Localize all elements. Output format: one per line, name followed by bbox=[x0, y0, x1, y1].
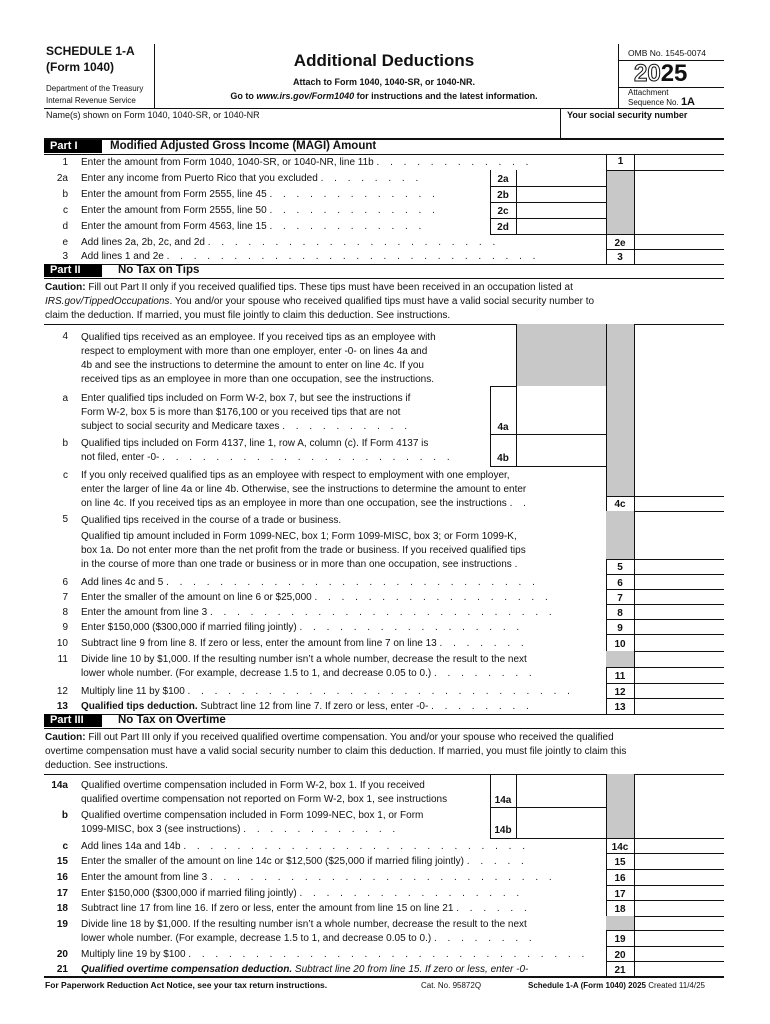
line-20-text: Multiply line 19 by $100 . . . . . . . . . . . . . . . . . . . . . . . . . . . . . . bbox=[81, 949, 589, 960]
box-5: 5 bbox=[617, 562, 623, 573]
part2-title: No Tax on Tips bbox=[118, 264, 200, 276]
schedule-name: SCHEDULE 1-A bbox=[46, 44, 135, 58]
names-label: Name(s) shown on Form 1040, 1040-SR, or 1040-NR bbox=[46, 110, 260, 120]
line-14c-amount[interactable] bbox=[635, 838, 724, 853]
line-4a-amount[interactable] bbox=[517, 386, 606, 434]
line-13-amount[interactable] bbox=[635, 698, 724, 714]
part3-title: No Tax on Overtime bbox=[118, 714, 226, 726]
line-14a-text-2: qualified overtime compensation not reported on Form W-2, box 1, see instructions bbox=[81, 794, 448, 805]
line-21-text: Qualified overtime compensation deduction. Subtract line 20 from line 15. If zero or less, enter -0- bbox=[81, 964, 529, 975]
line-12-text: Multiply line 11 by $100 . . . . . . . . . . . . . . . . . . . . . . . . . . . . . bbox=[81, 686, 574, 697]
line-number: 5 bbox=[62, 514, 68, 525]
line-15-amount[interactable] bbox=[635, 853, 724, 869]
box-3: 3 bbox=[617, 252, 623, 263]
box-7: 7 bbox=[617, 593, 623, 604]
box-1: 1 bbox=[606, 155, 634, 170]
line-2c-text: Enter the amount from Form 2555, line 50 . . . . . . . . . . . . . bbox=[81, 205, 439, 216]
line-number: 7 bbox=[62, 592, 68, 603]
line-11-text-1: Divide line 10 by $1,000. If the resulting number isn’t a whole number, decrease the result to the next bbox=[81, 654, 527, 665]
line-16-amount[interactable] bbox=[635, 869, 724, 885]
part2-tag: Part II bbox=[44, 264, 102, 277]
box-4a: 4a bbox=[497, 422, 509, 433]
line-number: 1 bbox=[62, 157, 68, 168]
line-1-amount[interactable] bbox=[634, 154, 724, 170]
line-4b-text-1: Qualified tips included on Form 4137, line 1, row A, column (c). If Form 4137 is bbox=[81, 438, 429, 449]
part3-caution-1: Caution: Fill out Part III only if you received qualified overtime compensation. You and/or your spouse who received the qualified bbox=[45, 732, 614, 743]
line-14b-text-2: 1099-MISC, box 3 (see instructions) . . . . . . . . . . . . bbox=[81, 824, 400, 835]
box-4c: 4c bbox=[614, 499, 626, 510]
omb-number: OMB No. 1545-0074 bbox=[628, 48, 706, 58]
line-number: b bbox=[62, 438, 68, 449]
box-14a: 14a bbox=[494, 795, 512, 806]
line-4a-text-1: Enter qualified tips included on Form W-2, box 7, but see the instructions if bbox=[81, 393, 411, 404]
line-4c-amount[interactable] bbox=[635, 496, 724, 511]
part2-caution-1: Caution: Fill out Part II only if you received qualified tips. These tips must have been received in an occupation listed at bbox=[45, 282, 573, 293]
line-20-amount[interactable] bbox=[635, 946, 724, 961]
line-number: 16 bbox=[56, 872, 68, 883]
name-field[interactable] bbox=[46, 122, 556, 136]
line-14a-amount[interactable] bbox=[517, 774, 606, 807]
line-19-text-1: Divide line 18 by $1,000. If the resulting number isn’t a whole number, decrease the result to the next bbox=[81, 919, 527, 930]
line-17-text: Enter $150,000 ($300,000 if married filing jointly) . . . . . . . . . . . . . . . . . bbox=[81, 888, 524, 899]
part1-title: Modified Adjusted Gross Income (MAGI) Amount bbox=[110, 140, 377, 152]
line-number: 14a bbox=[51, 780, 68, 791]
line-2b-text: Enter the amount from Form 2555, line 45 . . . . . . . . . . . . . bbox=[81, 189, 439, 200]
line-14b-text-1: Qualified overtime compensation included in Form 1099-NEC, box 1, or Form bbox=[81, 810, 424, 821]
line-number: 18 bbox=[56, 903, 68, 914]
line-number: 17 bbox=[56, 888, 68, 899]
line-4c-text-3: on line 4c. If you received tips as an employee in more than one occupation, see the instructions . . bbox=[81, 498, 530, 509]
line-number: 21 bbox=[56, 964, 68, 975]
box-4b: 4b bbox=[497, 453, 509, 464]
line-14b-amount[interactable] bbox=[517, 807, 606, 838]
line-number: 12 bbox=[56, 686, 68, 697]
box-2e: 2e bbox=[614, 238, 626, 249]
line-18-text: Subtract line 17 from line 16. If zero or less, enter the amount from line 15 on line 21 . . . . . . bbox=[81, 903, 531, 914]
line-number: e bbox=[62, 237, 68, 248]
box-9: 9 bbox=[617, 623, 623, 634]
line-number: 8 bbox=[62, 607, 68, 618]
form-number: (Form 1040) bbox=[46, 60, 115, 74]
line-4a-text-3: subject to social security and Medicare taxes . . . . . . . . . . bbox=[81, 421, 412, 432]
line-number: 20 bbox=[56, 949, 68, 960]
line-11-text-2: lower whole number. (For example, decrease 1.5 to 1, and decrease 0.05 to 0.) . . . . . . . . bbox=[81, 668, 536, 679]
line-4-text-2: respect to employment with more than one employer, enter -0- on lines 4a and bbox=[81, 346, 428, 357]
box-17: 17 bbox=[614, 889, 626, 900]
line-12-amount[interactable] bbox=[635, 683, 724, 698]
line-number: 6 bbox=[62, 577, 68, 588]
line-4b-text-2: not filed, enter -0- . . . . . . . . . . . . . . . . . . . . . . bbox=[81, 452, 454, 463]
line-16-text: Enter the amount from line 3 . . . . . . . . . . . . . . . . . . . . . . . . . . bbox=[81, 872, 556, 883]
line-number: c bbox=[63, 470, 68, 481]
box-20: 20 bbox=[614, 950, 626, 961]
line-3-text: Add lines 1 and 2e . . . . . . . . . . . . . . . . . . . . . . . . . . . . bbox=[81, 251, 540, 262]
line-18-amount[interactable] bbox=[635, 900, 724, 916]
box-2a: 2a bbox=[497, 174, 509, 185]
box-19: 19 bbox=[614, 934, 626, 945]
line-5-heading: Qualified tips received in the course of a trade or business. bbox=[81, 515, 342, 526]
line-10-text: Subtract line 9 from line 8. If zero or less, enter the amount from line 7 on line 13 . . . . . . . bbox=[81, 638, 528, 649]
footer-cat-number: Cat. No. 95872Q bbox=[421, 981, 482, 990]
line-number: c bbox=[62, 841, 68, 852]
box-2c: 2c bbox=[497, 206, 509, 217]
dept-irs: Internal Revenue Service bbox=[46, 96, 136, 105]
line-4b-amount[interactable] bbox=[517, 434, 606, 466]
attach-instruction: Attach to Form 1040, 1040-SR, or 1040-NR. bbox=[292, 77, 476, 87]
line-number: 13 bbox=[56, 701, 68, 712]
line-number: c bbox=[63, 205, 68, 216]
line-9-text: Enter $150,000 ($300,000 if married filing jointly) . . . . . . . . . . . . . . . . . bbox=[81, 622, 524, 633]
line-2d-amount[interactable] bbox=[516, 218, 606, 234]
line-number: 19 bbox=[56, 919, 68, 930]
line-number: 10 bbox=[56, 638, 68, 649]
part3-caution-3: deduction. See instructions. bbox=[45, 760, 168, 771]
line-4-text-1: Qualified tips received as an employee. If you received tips as an employee with bbox=[81, 332, 436, 343]
line-4c-text-2: enter the larger of line 4a or line 4b. Otherwise, see the instructions to determine the amount to enter bbox=[81, 484, 527, 495]
line-14c-text: Add lines 14a and 14b . . . . . . . . . . . . . . . . . . . . . . . . . . bbox=[81, 841, 530, 852]
line-1-text: Enter the amount from Form 1040, 1040-SR, or 1040-NR, line 11b . . . . . . . . . . . . bbox=[81, 157, 533, 168]
goto-instruction: Go to www.irs.gov/Form1040 for instructions and the latest information. bbox=[230, 91, 538, 101]
line-8-text: Enter the amount from line 3 . . . . . . . . . . . . . . . . . . . . . . . . . . bbox=[81, 607, 556, 618]
box-18: 18 bbox=[614, 904, 626, 915]
tax-year: 2025 bbox=[634, 60, 688, 87]
line-4-text-3: 4b and see the instructions to determine the amount to enter on line 4c. If you bbox=[81, 360, 424, 371]
line-9-amount[interactable] bbox=[635, 619, 724, 634]
line-5-text-2: box 1a. Do not enter more than the net profit from the trade or business. If you received qualified tips bbox=[81, 545, 526, 556]
line-2a-text: Enter any income from Puerto Rico that you excluded . . . . . . . . bbox=[81, 173, 423, 184]
line-2c-amount[interactable] bbox=[516, 202, 606, 218]
box-15: 15 bbox=[614, 857, 626, 868]
line-4c-text-1: If you only received qualified tips as an employee with respect to employment with one employer, bbox=[81, 470, 510, 481]
line-2e-amount[interactable] bbox=[635, 234, 724, 249]
box-13: 13 bbox=[614, 702, 626, 713]
box-14c: 14c bbox=[611, 842, 629, 853]
footer-schedule: Schedule 1-A (Form 1040) 2025 Created 11/4/25 bbox=[528, 981, 705, 990]
line-3-amount[interactable] bbox=[635, 249, 724, 264]
line-8-amount[interactable] bbox=[635, 604, 724, 619]
dept-treasury: Department of the Treasury bbox=[46, 84, 144, 93]
box-14b: 14b bbox=[494, 825, 512, 836]
line-number: 2a bbox=[56, 173, 68, 184]
box-10: 10 bbox=[614, 639, 626, 650]
box-16: 16 bbox=[614, 873, 626, 884]
line-2e-text: Add lines 2a, 2b, 2c, and 2d . . . . . . . . . . . . . . . . . . . . . . bbox=[81, 237, 500, 248]
part2-caution-2: IRS.gov/TippedOccupations. You and/or your spouse who received qualified tips must have a valid social security number to bbox=[45, 296, 595, 307]
line-number: 15 bbox=[56, 856, 68, 867]
line-number: d bbox=[62, 221, 68, 232]
line-5-text-1: Qualified tip amount included in Form 1099-NEC, box 1; Form 1099-MISC, box 3; or Form 1099-K, bbox=[81, 531, 517, 542]
ssn-field[interactable] bbox=[564, 122, 722, 136]
attachment-label: Attachment bbox=[628, 88, 669, 97]
line-2d-text: Enter the amount from Form 4563, line 15 . . . . . . . . . . . . bbox=[81, 221, 426, 232]
part3-caution-2: overtime compensation must have a valid social security number to claim this deduction. If married, you must file jointly to claim this bbox=[45, 746, 627, 757]
line-number: 11 bbox=[57, 654, 68, 665]
line-6-amount[interactable] bbox=[635, 574, 724, 589]
line-11-amount[interactable] bbox=[635, 667, 724, 683]
line-4-text-4: received tips as an employee in more than one occupation, see the instructions. bbox=[81, 374, 434, 385]
line-2b-amount[interactable] bbox=[516, 186, 606, 202]
line-number: b bbox=[62, 189, 68, 200]
line-number: b bbox=[61, 810, 68, 821]
line-5-text-3: in the course of more than one trade or business or in more than one occupation, see instructions . bbox=[81, 559, 522, 570]
form-title: Additional Deductions bbox=[293, 51, 475, 70]
line-19-amount[interactable] bbox=[635, 930, 724, 946]
box-21: 21 bbox=[614, 965, 626, 976]
part3-tag: Part III bbox=[44, 714, 102, 727]
line-number: 4 bbox=[62, 331, 68, 342]
sequence-label: Sequence No. 1A bbox=[628, 96, 695, 108]
line-number: a bbox=[62, 393, 68, 404]
line-17-amount[interactable] bbox=[635, 885, 724, 900]
line-4a-text-2: Form W-2, box 5 is more than $176,100 or you received tips that are not bbox=[81, 407, 401, 418]
line-number: 3 bbox=[62, 251, 68, 262]
ssn-label: Your social security number bbox=[567, 110, 688, 120]
box-2d: 2d bbox=[497, 222, 509, 233]
box-8: 8 bbox=[617, 608, 623, 619]
line-19-text-2: lower whole number. (For example, decrease 1.5 to 1, and decrease 0.05 to 0.) . . . . . . . . bbox=[81, 933, 536, 944]
line-10-amount[interactable] bbox=[635, 634, 724, 651]
line-6-text: Add lines 4c and 5 . . . . . . . . . . . . . . . . . . . . . . . . . . . . bbox=[81, 577, 539, 588]
line-14a-text-1: Qualified overtime compensation included in Form W-2, box 1. If you received bbox=[81, 780, 425, 791]
part2-caution-3: claim the deduction. If married, you must file jointly to claim this deduction. See instructions. bbox=[45, 310, 451, 321]
line-5-amount[interactable] bbox=[635, 559, 724, 574]
box-2b: 2b bbox=[497, 190, 509, 201]
line-7-amount[interactable] bbox=[635, 589, 724, 604]
line-2a-amount[interactable] bbox=[516, 170, 606, 186]
line-number: 9 bbox=[62, 622, 68, 633]
part1-tag: Part I bbox=[44, 140, 102, 153]
box-12: 12 bbox=[614, 687, 626, 698]
box-6: 6 bbox=[617, 578, 623, 589]
line-15-text: Enter the smaller of the amount on line 14c or $12,500 ($25,000 if married filing jointly) . . . . . bbox=[81, 856, 528, 867]
line-7-text: Enter the smaller of the amount on line 6 or $25,000 . . . . . . . . . . . . . . . . . . bbox=[81, 592, 552, 603]
footer-paperwork: For Paperwork Reduction Act Notice, see your tax return instructions. bbox=[45, 980, 328, 990]
box-11: 11 bbox=[614, 671, 626, 682]
line-21-amount[interactable] bbox=[635, 961, 724, 976]
line-13-text: Qualified tips deduction. Subtract line 12 from line 7. If zero or less, enter -0- . . . . . . . . bbox=[81, 701, 533, 712]
